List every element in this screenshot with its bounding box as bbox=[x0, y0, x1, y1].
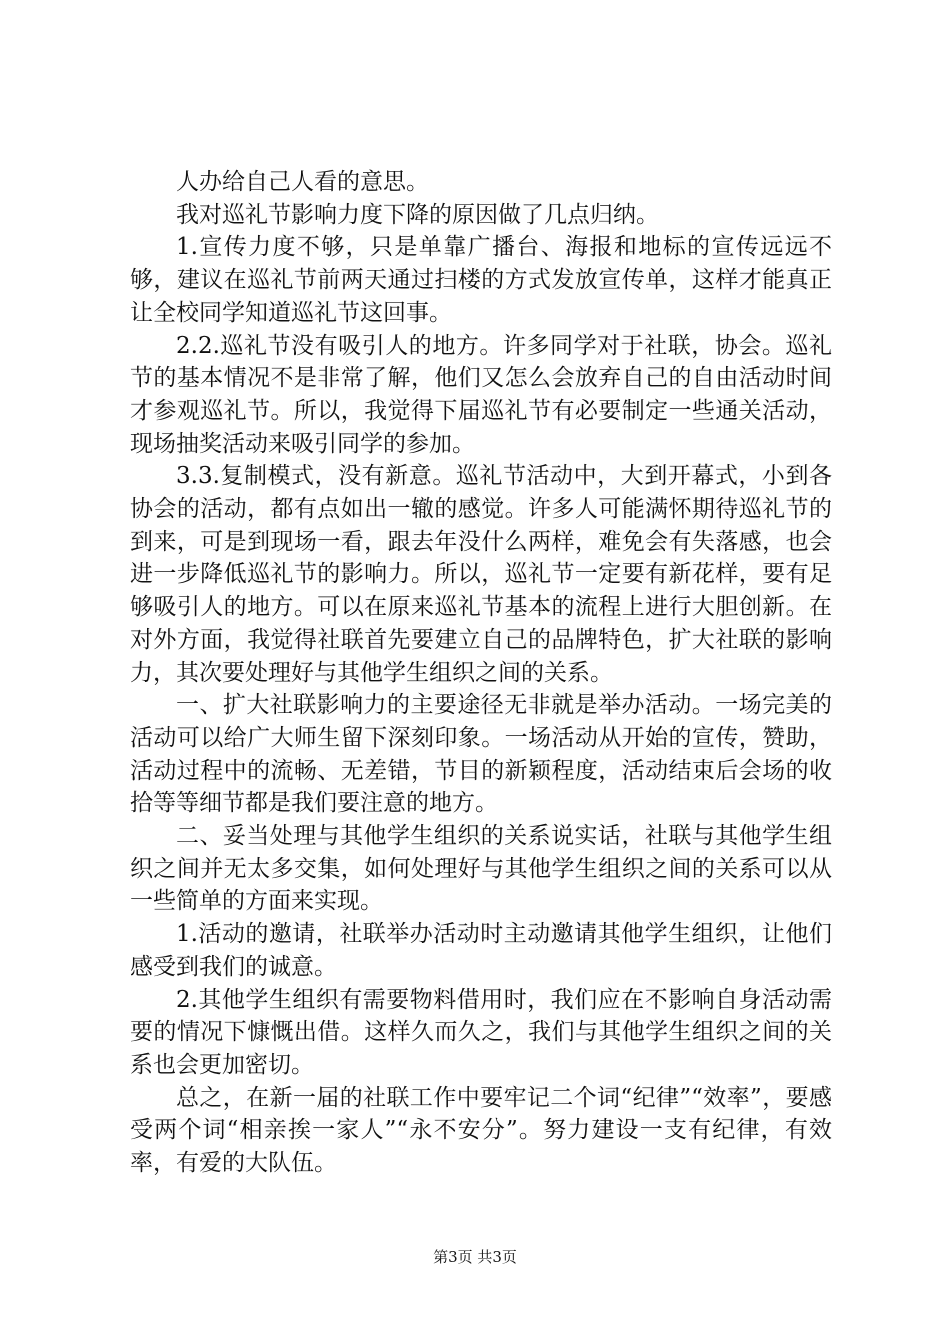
document-body bbox=[130, 166, 832, 1180]
paragraph-5: 3.3.复制模式，没有新意。巡礼节活动中，大到开幕式，小到各协会的活动，都有点如出一辙的感觉。许多人可能满怀期待巡礼节的到来，可是到现场一看，跟去年没什么两样，难免会有失落感，也会进一步降低巡礼节的影响力。所以，巡礼节一定要有新花样，要有足够吸引人的地方。可以在原来巡礼节基本的流程上进行大胆创新。在对外方面，我觉得社联首先要建立自己的品牌特色，扩大社联的影响力，其次要处理好与其他学生组织之间的关系。 bbox=[130, 463, 832, 686]
paragraph-3: 1.宣传力度不够，只是单靠广播台、海报和地标的宣传远远不够，建议在巡礼节前两天通过扫楼的方式发放宣传单，这样才能真正让全校同学知道巡礼节这回事。 bbox=[130, 234, 832, 326]
paragraph-6: 一、扩大社联影响力的主要途径无非就是举办活动。一场完美的活动可以给广大师生留下深刻印象。一场活动从开始的宣传，赞助，活动过程中的流畅、无差错，节目的新颖程度，活动结束后会场的收拾等等细节都是我们要注意的地方。 bbox=[130, 692, 832, 817]
paragraph-1: 人办给自己人看的意思。 bbox=[176, 169, 429, 195]
paragraph-4: 2.2.巡礼节没有吸引人的地方。许多同学对于社联，协会。巡礼节的基本情况不是非常了解，他们又怎么会放弃自己的自由活动时间才参观巡礼节。所以，我觉得下届巡礼节有必要制定一些通关活动，现场抽奖活动来吸引同学的参加。 bbox=[130, 332, 832, 457]
paragraph-7: 二、妥当处理与其他学生组织的关系说实话，社联与其他学生组织之间并无太多交集，如何处理好与其他学生组织之间的关系可以从一些简单的方面来实现。 bbox=[130, 823, 832, 915]
page-number-footer: 第3页 共3页 bbox=[433, 1248, 517, 1266]
paragraph-2: 我对巡礼节影响力度下降的原因做了几点归纳。 bbox=[176, 201, 659, 228]
paragraph-10: 总之，在新一届的社联工作中要牢记二个词“纪律”“效率”，要感受两个词“相亲挨一家人”“永不安分”。努力建设一支有纪律，有效率，有爱的大队伍。 bbox=[130, 1084, 832, 1177]
paragraph-9: 2.其他学生组织有需要物料借用时，我们应在不影响自身活动需要的情况下慷慨出借。这样久而久之，我们与其他学生组织之间的关系也会更加密切。 bbox=[130, 986, 832, 1078]
paragraph-8: 1.活动的邀请，社联举办活动时主动邀请其他学生组织，让他们感受到我们的诚意。 bbox=[130, 921, 832, 980]
